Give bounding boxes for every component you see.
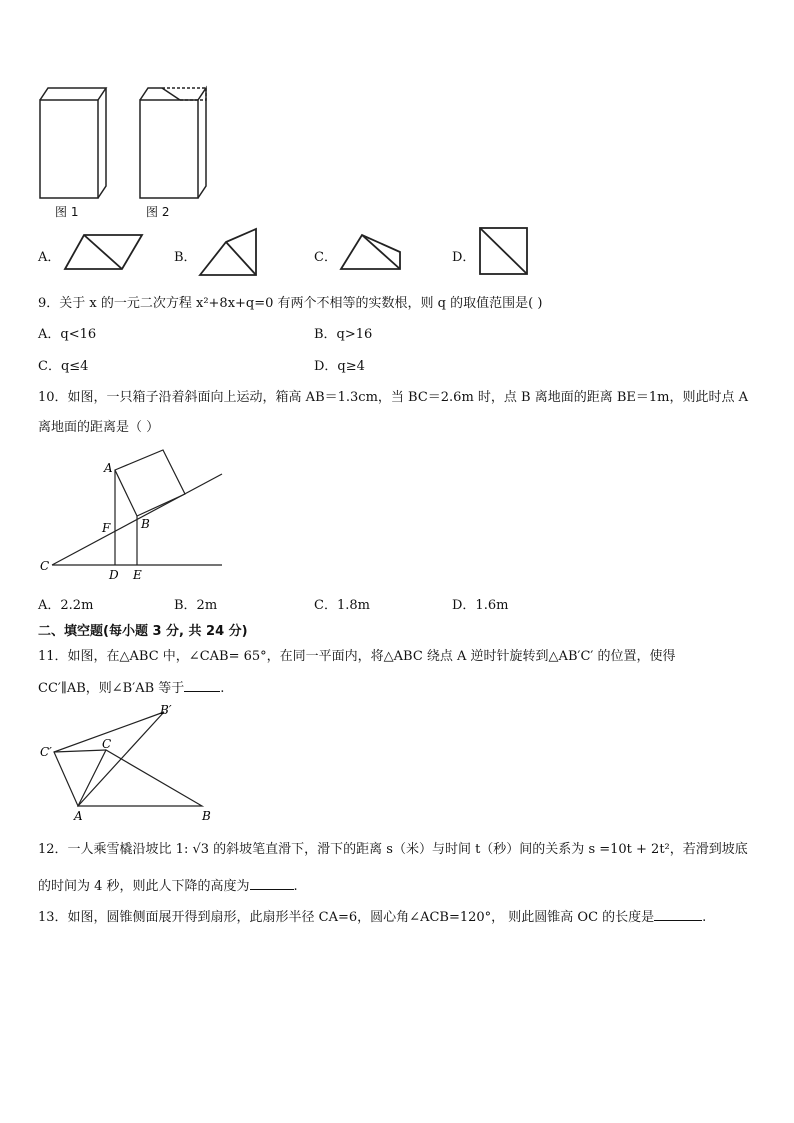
q13-answer-blank[interactable] xyxy=(654,908,702,921)
q10-label-D: D xyxy=(109,568,119,582)
q9-question: 9．关于 x 的一元二次方程 x²+8x+q=0 有两个不相等的实数根，则 q 的取值范围是( ) xyxy=(38,296,543,311)
q11-label-B: B xyxy=(202,809,211,823)
q11-question-line-1: 11．如图，在△ABC 中，∠CAB= 65°，在同一平面内，将△ABC 绕点 A 逆时针旋转到△AB′C′ 的位置，使得 xyxy=(38,649,676,664)
section-2-title: 二、填空题(每小题 3 分, 共 24 分) xyxy=(38,624,248,639)
box-figure-2 xyxy=(140,88,206,198)
q11-label-Bprime: B′ xyxy=(160,703,172,717)
q9-option-c: C．q≤4 xyxy=(38,359,89,374)
q8-option-c-shape xyxy=(338,232,404,272)
q10-option-a: A．2.2m xyxy=(38,598,94,613)
q8-option-d-shape xyxy=(478,226,530,276)
q9-option-d: D．q≥4 xyxy=(314,359,365,374)
q13-end: . xyxy=(702,910,707,925)
q10-option-b: B．2m xyxy=(174,598,218,613)
q11-line-2-end: . xyxy=(220,681,225,696)
q13-question xyxy=(38,906,706,925)
q12-question-line-1: 12．一人乘雪橇沿坡比 1: √3 的斜坡笔直滑下，滑下的距离 s（米）与时间 t（秒）间的关系为 s =10t + 2t²，若滑到坡底 xyxy=(38,842,748,857)
q11-rotation-figure xyxy=(36,700,216,824)
q11-question-line-2 xyxy=(38,677,224,696)
q10-label-A: A xyxy=(104,461,113,475)
box-figure-1 xyxy=(40,88,106,198)
q8-option-d-label: D． xyxy=(452,250,476,265)
q9-option-b: B．q>16 xyxy=(314,327,373,342)
q9-option-a: A．q<16 xyxy=(38,327,97,342)
q10-option-d: D．1.6m xyxy=(452,598,509,613)
q11-answer-blank[interactable] xyxy=(184,679,220,692)
q10-option-c: C．1.8m xyxy=(314,598,370,613)
q8-option-b-label: B． xyxy=(174,250,197,265)
q13-text: 13．如图，圆锥侧面展开得到扇形，此扇形半径 CA=6，圆心角∠ACB=120°， 则此圆锥高 OC 的长度是 xyxy=(38,910,655,925)
q12-answer-blank[interactable] xyxy=(250,877,294,890)
q10-slope-figure xyxy=(38,444,238,584)
q11-label-Cprime: C′ xyxy=(40,745,52,759)
q8-option-a-label: A． xyxy=(38,250,61,265)
q10-question-line-1: 10．如图，一只箱子沿着斜面向上运动，箱高 AB＝1.3cm，当 BC＝2.6m 时，点 B 离地面的距离 BE＝1m，则此时点 A xyxy=(38,390,749,405)
q11-label-A: A xyxy=(74,809,83,823)
q10-label-B: B xyxy=(141,517,150,531)
q11-line-2-text: CC′∥AB，则∠B′AB 等于 xyxy=(38,681,185,696)
q11-label-C: C xyxy=(102,737,112,751)
q10-label-F: F xyxy=(102,521,111,535)
q8-option-a-shape xyxy=(62,232,146,272)
figure-2-caption: 图 2 xyxy=(146,205,170,219)
q12-question-line-2 xyxy=(38,875,298,894)
q10-question-line-2: 离地面的距离是（ ） xyxy=(38,420,160,435)
figure-1-caption: 图 1 xyxy=(55,205,79,219)
q12-line-2-end: . xyxy=(293,879,298,894)
q8-option-c-label: C． xyxy=(314,250,337,265)
q8-option-b-shape xyxy=(196,226,262,278)
q12-line-2-text: 的时间为 4 秒，则此人下降的高度为 xyxy=(38,879,250,894)
q10-label-E: E xyxy=(133,568,142,582)
figure-1-2-boxes xyxy=(30,80,220,220)
q10-label-C: C xyxy=(40,559,50,573)
